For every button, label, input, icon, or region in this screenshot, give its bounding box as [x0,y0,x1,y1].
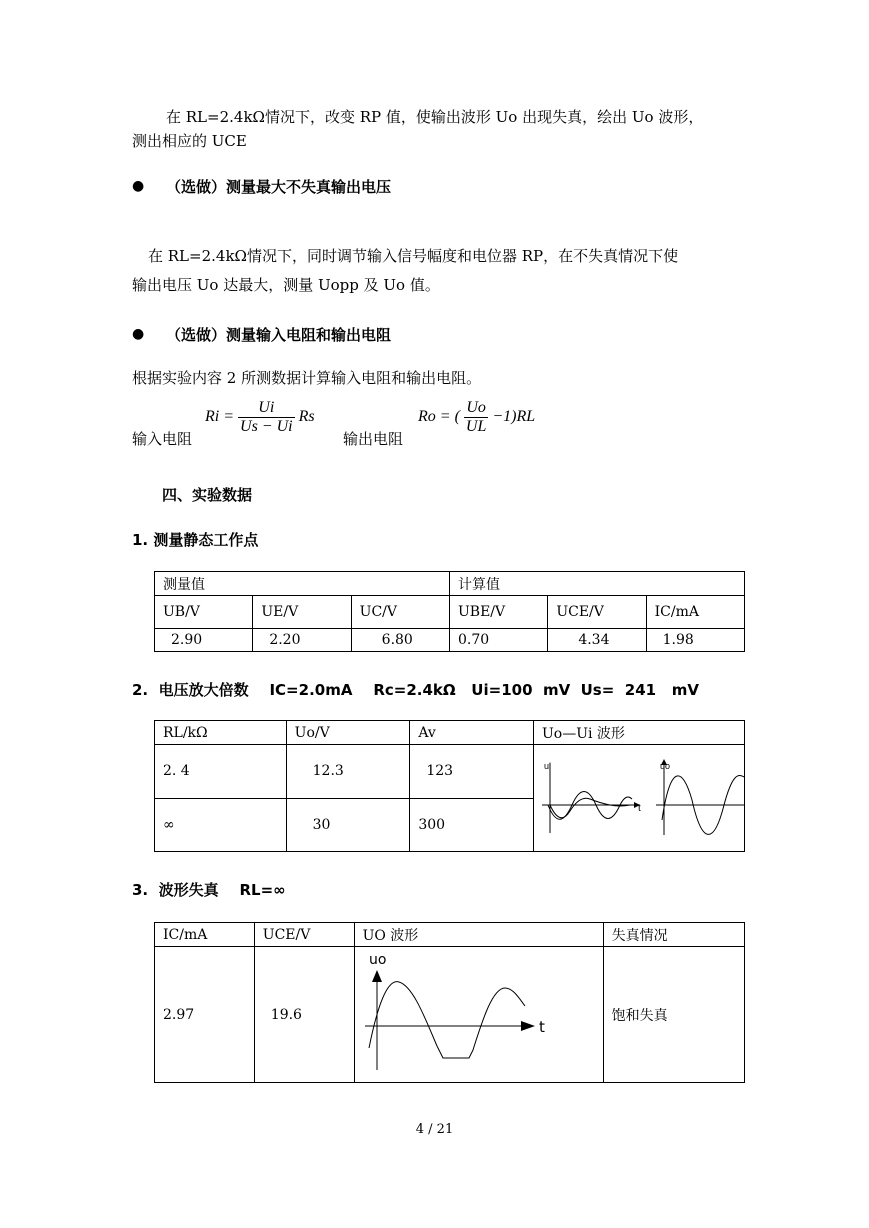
subsection-3-title: 3. 波形失真 RL=∞ [132,881,286,899]
uo-distortion-waveform [355,948,603,1082]
distortion-result: 饱和失真 [603,947,744,1083]
table-header: UO 波形 [354,923,603,947]
group-calculated: 计算值 [449,572,744,596]
table-header: 失真情况 [603,923,744,947]
uo-ui-waveform [534,745,744,851]
waveform-cell [533,745,744,852]
table-header: IC/mA [155,923,255,947]
table-header: UB/V [155,596,253,629]
table-header: UE/V [253,596,351,629]
waveform-cell [354,947,603,1083]
para3: 根据实验内容 2 所测数据计算输入电阻和输出电阻。 [132,369,482,387]
t-label: t [637,803,641,814]
ui-label: ui [543,761,551,771]
table-header: UCE/V [548,596,646,629]
table-cell: 2.90 [155,629,253,652]
formula-in-label: 输入电阻 [132,430,193,448]
subsection-2-title: 2. 电压放大倍数 IC=2.0mA Rc=2.4kΩ Ui=100 mV Us= 241 mV [132,681,699,699]
uo-label: uo [368,951,387,968]
table-cell: 2.20 [253,629,351,652]
group-measured: 测量值 [155,572,450,596]
table-cell: 300 [410,798,534,852]
heading-resistance: （选做）测量输入电阻和输出电阻 [166,326,392,344]
formula-out-label: 输出电阻 [343,430,404,448]
table-header: UCE/V [254,923,354,947]
table-cell: 0.70 [449,629,547,652]
para1-line2: 测出相应的 UCE [132,132,247,150]
para2-line1: 在 RL=2.4kΩ情况下，同时调节输入信号幅度和电位器 RP，在不失真情况下使 [148,247,679,265]
table-cell: ∞ [155,798,287,852]
formula-in-den: Us − Ui [240,418,293,435]
formula-out-num: Uo [464,399,488,418]
para2-line2: 输出电压 Uo 达最大，测量 Uopp 及 Uo 值。 [132,276,440,294]
table-cell: 4.34 [548,629,646,652]
para1-line1: 在 RL=2.4kΩ情况下，改变 RP 值，使输出波形 Uo 出现失真，绘出 Uo 波形， [166,108,704,126]
bullet-icon: ● [132,178,145,194]
table-header: Uo—Ui 波形 [533,721,744,745]
formula-in-num: Ui [238,399,295,418]
table-cell: 30 [286,798,410,852]
table-header: UBE/V [449,596,547,629]
bullet-icon: ● [132,326,145,342]
table-cell: 19.6 [254,947,354,1083]
uo-label: uo [659,761,670,771]
formula-input-resistance: Ri = $\frac{Ui}{Us - Ui}$ Rs [205,399,315,435]
heading-max-output: （选做）测量最大不失真输出电压 [166,178,392,196]
formula-out-den: UL [465,418,487,435]
table-header: Av [410,721,534,745]
table-header: RL/kΩ [155,721,287,745]
table-cell: 6.80 [351,629,449,652]
table-header: UC/V [351,596,449,629]
section-title: 四、实验数据 [162,486,253,504]
table-header: Uo/V [286,721,410,745]
table-header: IC/mA [646,596,744,629]
t-label: t [538,1017,545,1036]
table-cell: 12.3 [286,745,410,799]
distortion-table [154,922,745,1083]
table-cell: 1.98 [646,629,744,652]
formula-output-resistance: Ro = ( $\frac{Uo}{UL}$ −1)RL [418,399,536,435]
gain-table [154,720,745,852]
page-number: 4 / 21 [415,1122,454,1137]
table-cell: 2. 4 [155,745,287,799]
subsection-1-title: 1. 测量静态工作点 [132,531,259,549]
table-cell: 123 [410,745,534,799]
static-point-table [154,571,745,652]
table-cell: 2.97 [155,947,255,1083]
